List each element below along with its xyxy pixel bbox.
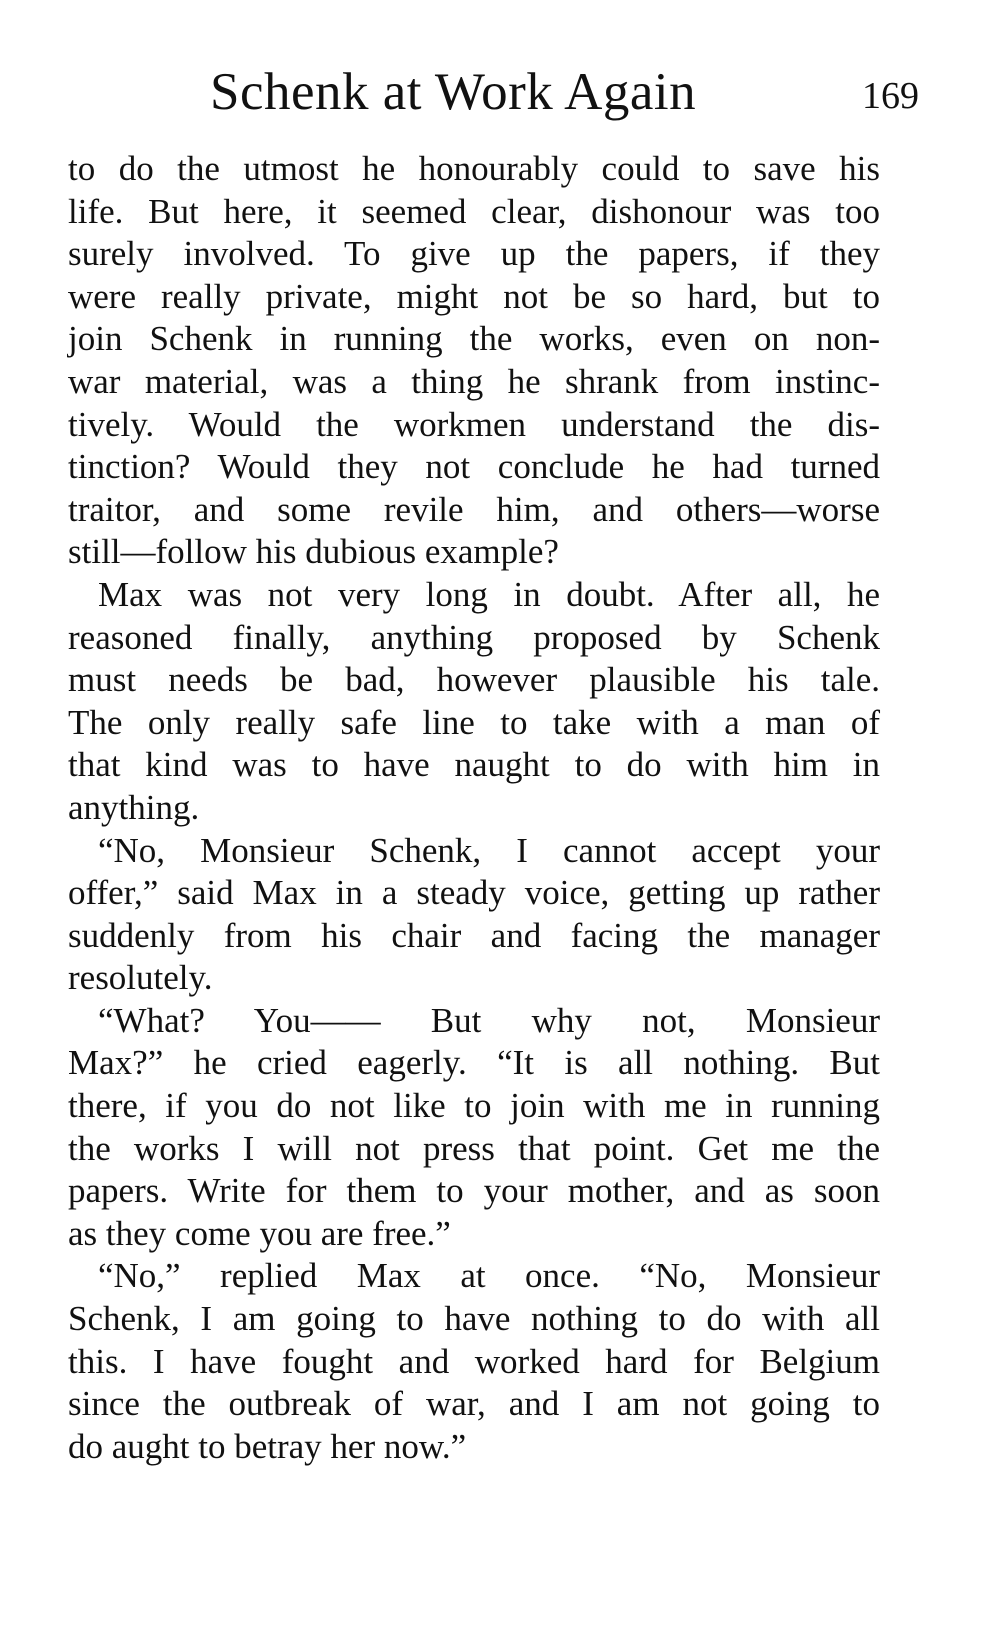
text-line: must needs be bad, however plausible his tale. (68, 660, 880, 700)
text-line: there, if you do not like to join with me in running (68, 1086, 880, 1126)
text-line: this. I have fought and worked hard for Belgium (68, 1341, 880, 1381)
page-number: 169 (862, 75, 919, 117)
text-line: since the outbreak of war, and I am not going to (68, 1384, 880, 1424)
text-line: “What? You—— But why not, Monsieur (98, 1000, 880, 1040)
paragraph (68, 1000, 880, 1256)
text-line: still—follow his dubious example? (68, 532, 559, 572)
text-line: Max was not very long in doubt. After all, he (98, 574, 880, 614)
text-line: resolutely. (68, 958, 213, 998)
text-line: traitor, and some revile him, and others—worse (68, 489, 880, 529)
text-line: The only really safe line to take with a man of (68, 702, 880, 742)
text-line: the works I will not press that point. Get me the (68, 1128, 880, 1168)
text-line: do aught to betray her now.” (68, 1426, 467, 1466)
text-line: “No,” replied Max at once. “No, Monsieur (98, 1256, 880, 1296)
text-line: to do the utmost he honourably could to save his (68, 149, 880, 188)
text-line: surely involved. To give up the papers, if they (68, 234, 880, 274)
body-text (68, 148, 880, 1468)
paragraph (68, 1255, 880, 1468)
text-line: reasoned finally, anything proposed by Schenk (68, 617, 880, 657)
text-line: war material, was a thing he shrank from instinc- (68, 361, 880, 401)
running-head (0, 56, 1000, 136)
text-line: that kind was to have naught to do with him in (68, 745, 880, 785)
running-title: Schenk at Work Again (210, 63, 697, 121)
text-line: Schenk, I am going to have nothing to do with all (68, 1299, 880, 1339)
paragraph (68, 148, 880, 574)
text-line: offer,” said Max in a steady voice, getting up rather (68, 873, 880, 913)
text-line: papers. Write for them to your mother, and as soon (68, 1171, 880, 1211)
text-line: as they come you are free.” (68, 1213, 451, 1253)
text-line: were really private, might not be so hard, but to (68, 276, 880, 316)
text-line: tinction? Would they not conclude he had turned (68, 447, 880, 487)
text-line: suddenly from his chair and facing the manager (68, 915, 880, 955)
text-line: Max?” he cried eagerly. “It is all nothing. But (68, 1043, 880, 1083)
text-line: tively. Would the workmen understand the dis- (68, 404, 880, 444)
text-line: anything. (68, 787, 200, 827)
text-line: “No, Monsieur Schenk, I cannot accept your (98, 830, 880, 870)
paragraph (68, 830, 880, 1000)
text-line: join Schenk in running the works, even on non- (68, 319, 880, 359)
text-line: life. But here, it seemed clear, dishonour was too (68, 191, 880, 231)
paragraph (68, 574, 880, 830)
